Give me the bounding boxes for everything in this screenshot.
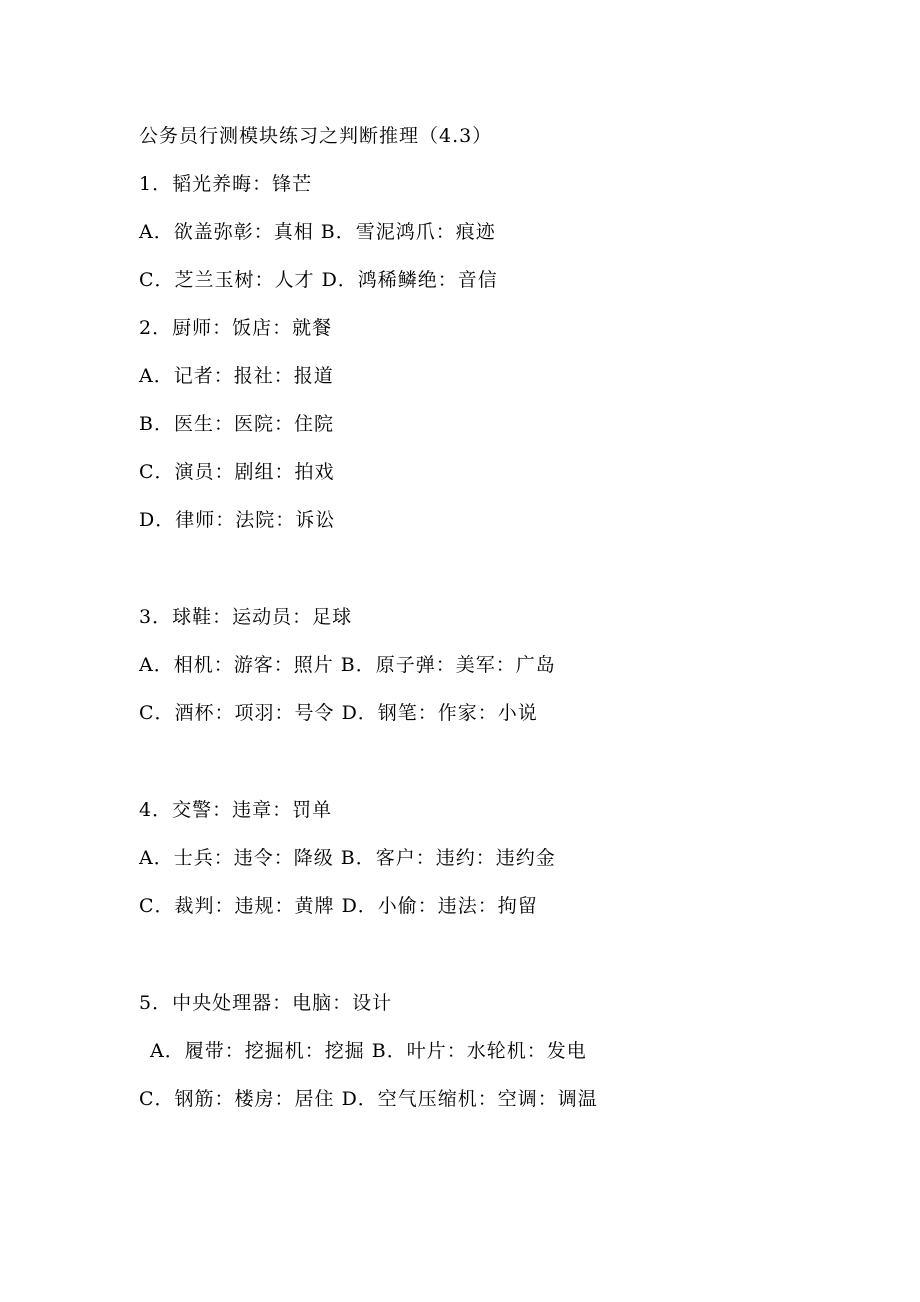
question-4-options-ab: A．士兵：违令：降级 B．客户：违约：违约金 [139, 847, 556, 869]
question-4-options-cd: C．裁判：违规：黄牌 D．小偷：违法：拘留 [139, 895, 538, 917]
question-1-options-cd: C．芝兰玉树：人才 D．鸿稀鳞绝：音信 [139, 269, 498, 291]
question-1-stem: 1．韬光养晦：锋芒 [139, 173, 313, 195]
question-2-stem: 2．厨师：饭店：就餐 [139, 317, 333, 339]
document-title: 公务员行测模块练习之判断推理（4.3） [139, 125, 493, 147]
question-2-option-b: B．医生：医院：住院 [139, 413, 334, 435]
question-5-options-ab: A．履带：挖掘机：挖掘 B．叶片：水轮机：发电 [150, 1040, 587, 1062]
question-4-stem: 4．交警：违章：罚单 [139, 799, 333, 821]
question-3-stem: 3．球鞋：运动员：足球 [139, 606, 353, 628]
question-3-options-ab: A．相机：游客：照片 B．原子弹：美军：广岛 [139, 654, 556, 676]
question-5-options-cd: C．钢筋：楼房：居住 D．空气压缩机：空调：调温 [139, 1088, 598, 1110]
question-2-option-a: A．记者：报社：报道 [139, 365, 334, 387]
question-2-option-d: D．律师：法院：诉讼 [139, 509, 336, 531]
question-3-options-cd: C．酒杯：项羽：号令 D．钢笔：作家：小说 [139, 702, 538, 724]
question-2-option-c: C．演员：剧组：拍戏 [139, 461, 335, 483]
question-1-options-ab: A．欲盖弥彰：真相 B．雪泥鸿爪：痕迹 [139, 221, 496, 243]
question-5-stem: 5．中央处理器：电脑：设计 [139, 992, 393, 1014]
